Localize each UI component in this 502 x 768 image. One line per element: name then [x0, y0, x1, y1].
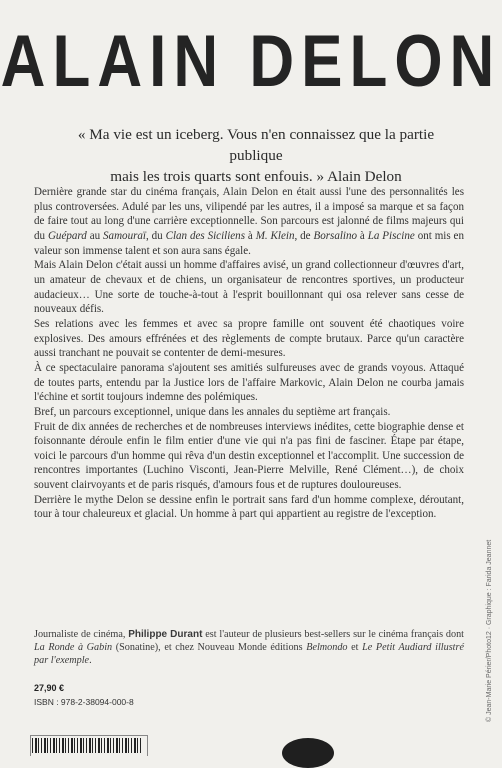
- epigraph-quote: [56, 124, 456, 187]
- blurb-paragraph: Fruit de dix années de recherches et de nombreuses interviews inédites, cette biographie dense et foisonnante déroule enfin le film entier d'une vie qui n'a pas fini de fasciner. Étape par étape, voici le parcours d'un homme qui rêva d'un destin exceptionnel et l'accomplit. Une succession de rencontres importantes (Luchino Visconti, Jean-Pierre Melville, René Clément…), de choix souvent clairvoyants et de paris risqués, d'amours fous et de ruptures douloureuses.: [34, 420, 464, 492]
- text-run: au: [86, 229, 104, 242]
- photo-credit: © Jean-Marie Périer/Photo12 · Graphique : Farida Jeannet: [486, 539, 493, 722]
- text-run: , du: [146, 229, 166, 242]
- text-run: à: [357, 229, 368, 242]
- blurb-paragraph: Mais Alain Delon c'était aussi un homme d'affaires avisé, un grand collectionneur d'œuvres d'art, un amateur de chevaux et de chiens, un organisateur de rencontres sportives, un producteur audacieux… Une sorte de touche-à-tout à l'esprit bouillonnant qui osa relever sans cesse de nouveaux défis.: [34, 259, 464, 316]
- film-title: Clan des Siciliens: [165, 229, 246, 242]
- film-title: Samouraï: [103, 229, 146, 242]
- text-run: à: [245, 229, 256, 242]
- film-title: Guépard: [47, 229, 87, 242]
- barcode-image: [32, 738, 142, 753]
- text-run: Dernière grande star du cinéma français, Alain Delon en était aussi l'une des personnalités les plus controversées. Adulé par les uns, vilipendé par les autres, il a imposé sa marque et sa façon de faire tout au long d'une carrière exceptionnelle. Son parcours est jalonné de films majeurs qui du: [34, 186, 464, 242]
- isbn-label: ISBN : 978-2-38094-000-8: [34, 697, 134, 707]
- text-run: (Sonatine), et chez Nouveau Monde éditions: [112, 642, 307, 654]
- price-label: 27,90 €: [34, 683, 65, 693]
- blurb-paragraph: [34, 185, 464, 258]
- text-run: et: [347, 642, 363, 654]
- blurb-paragraph: À ce spectaculaire panorama s'ajoutent ses amitiés sulfureuses avec de grands voyous. Attaqué de toutes parts, entendu par la Justice lors de l'affaire Markovic, Alain Delon ne courba jamais l'échine et sortit toujours indemne des polémiques.: [34, 361, 464, 404]
- book-title-ref: Belmondo: [306, 642, 348, 654]
- blurb-paragraph: Ses relations avec les femmes et avec sa propre famille ont souvent été chaotiques voire explosives. Des amours effrénées et des règlements de compte brutaux. Parce qu'un caractère aussi tranchant ne pouvait se contenter de demi-mesures.: [34, 317, 464, 360]
- text-run: , de: [294, 229, 314, 242]
- film-title: Borsalino: [313, 229, 358, 242]
- bio-paragraph: [34, 628, 464, 668]
- blurb-paragraph: Derrière le mythe Delon se dessine enfin le portrait sans fard d'un homme complexe, déroutant, tour à tour chaleureux et glacial. Un homme à part qui appartient au registre de l'exception.: [34, 493, 464, 521]
- book-title-ref: Le Petit Audiard illustré par l'exemple: [34, 642, 464, 667]
- text-run: .: [89, 655, 92, 667]
- text-run: Journaliste de cinéma,: [34, 629, 129, 640]
- author-name: Philippe Durant: [128, 629, 203, 640]
- author-bio: [34, 628, 464, 668]
- publisher-logo: [282, 738, 334, 768]
- book-title-ref: La Ronde à Gabin: [34, 642, 113, 654]
- quote-line: mais les trois quarts sont enfouis. » Alain Delon: [110, 168, 402, 185]
- text-run: ont mis en valeur son immense talent et son aura sans égale.: [34, 229, 464, 257]
- text-run: est l'auteur de plusieurs best-sellers sur le cinéma français dont: [202, 629, 464, 640]
- film-title: M. Klein: [255, 229, 295, 242]
- film-title: La Piscine: [367, 229, 415, 242]
- book-title: ALAIN DELON: [0, 21, 502, 103]
- quote-line: « Ma vie est un iceberg. Vous n'en connaissez que la partie publique: [77, 126, 435, 164]
- blurb-text: [34, 185, 464, 522]
- blurb-paragraph: Bref, un parcours exceptionnel, unique dans les annales du septième art français.: [34, 405, 391, 418]
